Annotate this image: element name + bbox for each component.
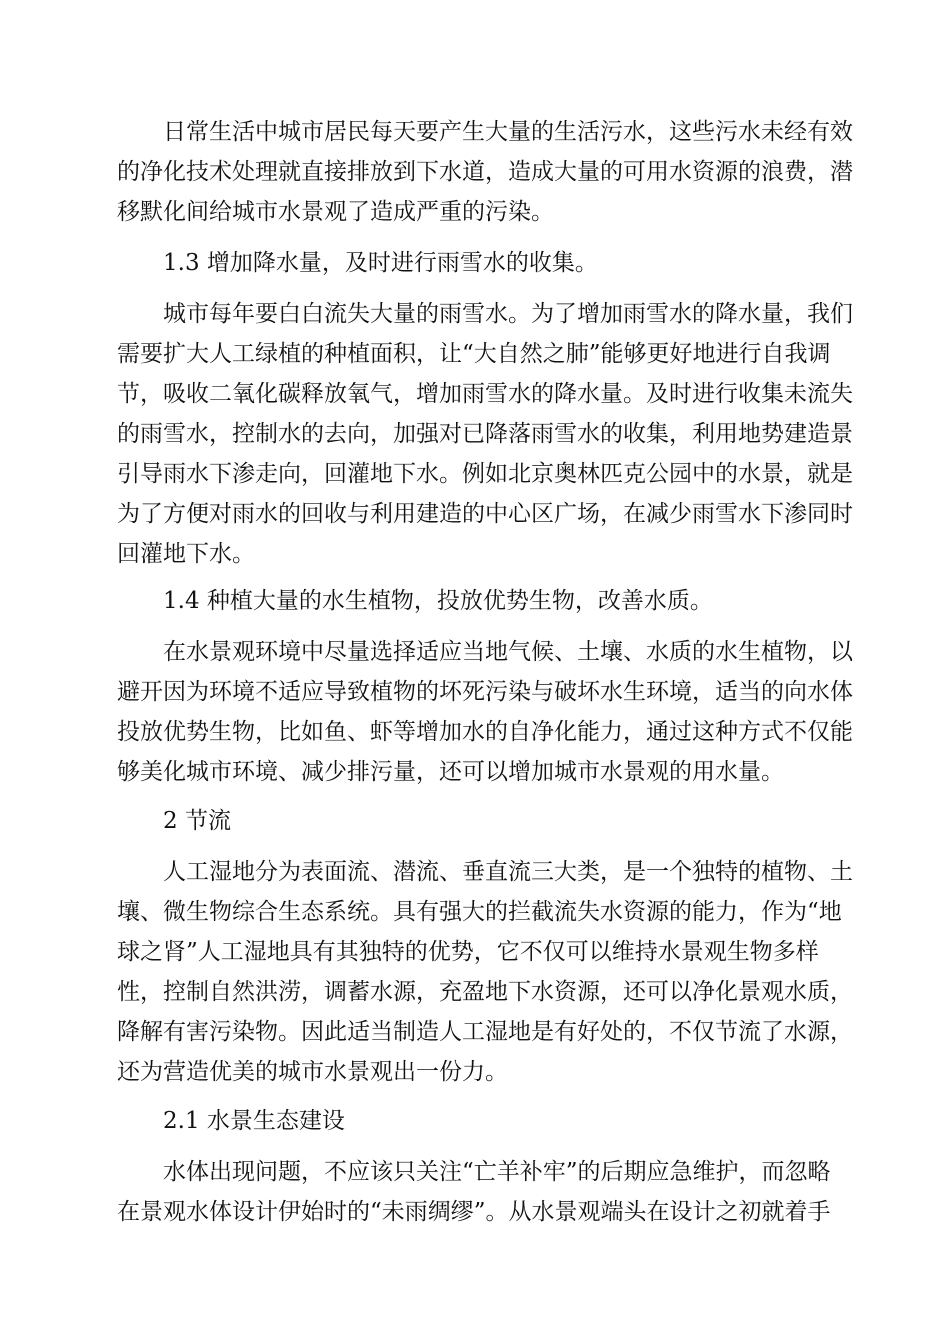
text-line: 日常生活中城市居民每天要产生大量的生活污水，这些污水未经有效	[163, 119, 853, 145]
paragraph-urban-sewage	[117, 112, 853, 232]
text-line: 球之肾”人工湿地具有其独特的优势，它不仅可以维持水景观生物多样	[117, 939, 819, 965]
text-line: 需要扩大人工绿植的种植面积，让“大自然之肺”能够更好地进行自我调	[117, 341, 831, 367]
section-heading: 1.4 种植大量的水生植物，投放优势生物，改善水质。	[163, 588, 713, 614]
text-line: 城市每年要白白流失大量的雨雪水。为了增加雨雪水的降水量，我们	[163, 301, 853, 327]
text-line: 引导雨水下渗走向，回灌地下水。例如北京奥林匹克公园中的水景，就是	[117, 461, 853, 487]
section-heading: 1.3 增加降水量，及时进行雨雪水的收集。	[163, 250, 598, 276]
text-line: 回灌地下水。	[117, 541, 255, 567]
text-line: 壤、微生物综合生态系统。具有强大的拦截流失水资源的能力，作为“地	[117, 899, 842, 925]
text-line: 在景观水体设计伊始时的“未雨绸缪”。从水景观端头在设计之初就着手	[117, 1199, 831, 1225]
text-line: 投放优势生物，比如鱼、虾等增加水的自净化能力，通过这种方式不仅能	[117, 719, 853, 745]
section-heading: 2 节流	[163, 808, 231, 834]
text-line: 在水景观环境中尽量选择适应当地气候、土壤、水质的水生植物，以	[163, 639, 853, 665]
paragraph-water-ecology	[117, 1152, 837, 1232]
text-line: 的净化技术处理就直接排放到下水道，造成大量的可用水资源的浪费，潜	[117, 159, 853, 185]
text-line: 水体出现问题，不应该只关注“亡羊补牢”的后期应急维护，而忽略	[163, 1159, 831, 1185]
text-line: 移默化间给城市水景观了造成严重的污染。	[117, 199, 554, 225]
text-line: 还为营造优美的城市水景观出一份力。	[117, 1059, 508, 1085]
text-line: 够美化城市环境、减少排污量，还可以增加城市水景观的用水量。	[117, 759, 784, 785]
paragraph-wetlands	[117, 852, 853, 1092]
text-line: 的雨雪水，控制水的去向，加强对已降落雨雪水的收集，利用地势建造景	[117, 421, 853, 447]
text-line: 性，控制自然洪涝，调蓄水源，充盈地下水资源，还可以净化景观水质，	[117, 979, 853, 1005]
text-line: 人工湿地分为表面流、潜流、垂直流三大类，是一个独特的植物、土	[163, 859, 853, 885]
text-line: 避开因为环境不适应导致植物的坏死污染与破坏水生环境，适当的向水体	[117, 679, 853, 705]
text-line: 节，吸收二氧化碳释放氧气，增加雨雪水的降水量。及时进行收集未流失	[117, 381, 853, 407]
text-line: 为了方便对雨水的回收与利用建造的中心区广场，在减少雨雪水下渗同时	[117, 501, 853, 527]
section-heading: 2.1 水景生态建设	[163, 1108, 345, 1134]
paragraph-rain-snow-collection	[117, 294, 853, 574]
heading-1-4	[117, 581, 837, 621]
heading-2	[117, 801, 837, 841]
heading-2-1	[117, 1101, 837, 1141]
heading-1-3	[117, 243, 837, 283]
text-line: 降解有害污染物。因此适当制造人工湿地是有好处的，不仅节流了水源，	[117, 1019, 853, 1045]
paragraph-aquatic-plants	[117, 632, 853, 792]
